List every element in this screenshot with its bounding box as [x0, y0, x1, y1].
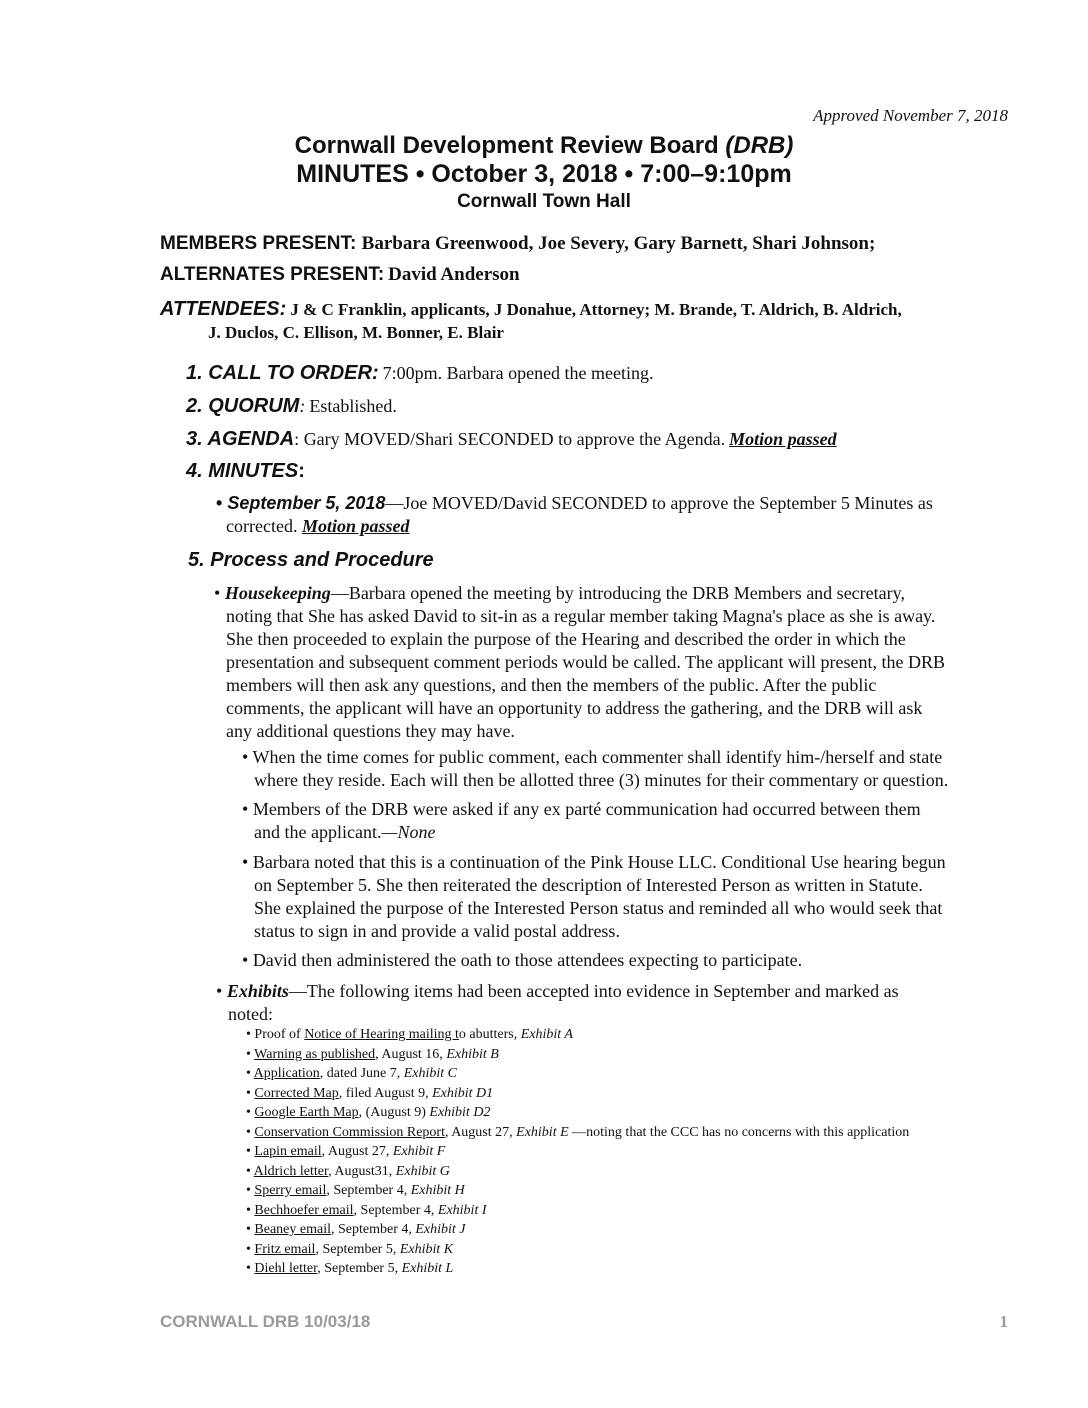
board-title-text: Cornwall Development Review Board [294, 132, 719, 159]
call-to-order-label: 1. CALL TO ORDER: [186, 362, 379, 384]
quorum-text: Established. [309, 396, 397, 416]
quorum: 2. QUORUM: Established. [186, 395, 397, 417]
exhibit-tag: Exhibit C [403, 1066, 458, 1081]
exhibit-item: • Lapin email, August 27, Exhibit F [246, 1144, 446, 1159]
exhibit-item: • Proof of Notice of Hearing mailing to abutters, Exhibit A [246, 1027, 573, 1042]
exhibit-item: • Beaney email, September 4, Exhibit J [246, 1222, 466, 1237]
members-value: Barbara Greenwood, Joe Severy, Gary Barnett, Shari Johnson; [361, 233, 876, 254]
exhibit-item: • Application, dated June 7, Exhibit C [246, 1066, 458, 1081]
exhibit-tag: Exhibit J [415, 1222, 466, 1237]
board-title [0, 132, 1088, 160]
members-label: MEMBERS PRESENT [160, 233, 351, 254]
alternates-present [160, 264, 520, 286]
exhibit-list [246, 1025, 1036, 1279]
call-to-order-text: 7:00pm. Barbara opened the meeting. [382, 363, 654, 383]
exhibits-intro: • Exhibits—The following items had been accepted into evidence in September and marked as noted: [216, 981, 899, 1024]
minutes-sep5-item: • September 5, 2018—Joe MOVED/David SECONDED to approve the September 5 Minutes as corrected. Motion passed [216, 493, 933, 536]
agenda: 3. AGENDA: Gary MOVED/Shari SECONDED to approve the Agenda. Motion passed [186, 428, 837, 450]
exhibit-document-link: Corrected Map [254, 1085, 339, 1101]
footer-page-number: 1 [999, 1312, 1008, 1331]
exhibit-tag: Exhibit I [437, 1202, 487, 1218]
exhibit-tag: Exhibit D1 [432, 1085, 494, 1101]
call-to-order [186, 362, 654, 385]
exhibit-document-link: Application [253, 1066, 320, 1081]
minutes-sep5-motion: Motion passed [301, 516, 410, 536]
minutes-date-title: MINUTES • October 3, 2018 • 7:00–9:10pm [296, 160, 792, 188]
sub-bullet-ex-parte: • Members of the DRB were asked if any ex parté communication had occurred between them and the applicant.—None [242, 799, 921, 842]
housekeeping-line-1: —Barbara opened the meeting by introducing the DRB Members and secretary, [330, 583, 905, 603]
exhibit-tag: Exhibit A [520, 1027, 573, 1042]
minutes-sep5-text: —Joe MOVED/David SECONDED to approve the September 5 Minutes as [385, 493, 933, 513]
agenda-text: Gary MOVED/Shari SECONDED to approve the Agenda. [303, 429, 726, 449]
minutes-heading: 4. MINUTES: [186, 460, 305, 482]
exhibit-tag: Exhibit B [446, 1046, 499, 1062]
exhibit-document-link: Sperry email [254, 1183, 327, 1198]
attendees-label: ATTENDEES: [160, 298, 287, 320]
exhibit-item: • Diehl letter, September 5, Exhibit L [246, 1261, 454, 1276]
members-present: MEMBERS PRESENT: Barbara Greenwood, Joe Severy, Gary Barnett, Shari Johnson; [160, 233, 876, 254]
exhibits-label: Exhibits [226, 981, 289, 1001]
footer-left: CORNWALL DRB 10/03/18 [160, 1312, 371, 1331]
attendees-continued: J. Duclos, C. Ellison, M. Bonner, E. Blair [208, 323, 504, 342]
housekeeping-line-7: any additional questions they may have. [226, 721, 515, 741]
exhibit-item: • Google Earth Map, (August 9) Exhibit D2 [246, 1105, 491, 1120]
sub-bullet-public-comment: • When the time comes for public comment, each commenter shall identify him-/herself and state where they reside. Each will then be allotted three (3) minutes for their commentary or question. [242, 747, 949, 790]
location-title: Cornwall Town Hall [457, 191, 631, 212]
exhibit-item: • Conservation Commission Report, August 27, Exhibit E —noting that the CCC has no concerns with this application [246, 1124, 910, 1140]
alternates-value: David Anderson [388, 264, 520, 285]
process-heading: 5. Process and Procedure [188, 549, 434, 571]
agenda-motion: Motion passed [729, 429, 837, 449]
exhibit-tag: Exhibit E [516, 1124, 569, 1140]
exhibit-document-link: Warning as published [254, 1046, 376, 1062]
exhibit-tag: Exhibit D2 [429, 1105, 491, 1120]
exhibit-document-link: Diehl letter [254, 1261, 318, 1276]
exhibit-document-link: Bechhoefer email [254, 1202, 354, 1218]
exhibit-item: • Warning as published, August 16, Exhibit B [246, 1046, 499, 1062]
housekeeping-line-4: presentation and subsequent comment periods would be called. The applicant will present, the DRB [226, 652, 945, 672]
housekeeping-label: Housekeeping [224, 583, 331, 603]
exhibit-document-link: Aldrich letter [253, 1163, 329, 1179]
exhibit-item: • Bechhoefer email, September 4, Exhibit I [246, 1202, 487, 1218]
exhibit-document-link: Conservation Commission Report [254, 1124, 445, 1140]
minutes-sep5-text2: corrected. [226, 516, 298, 536]
sub-bullet-oath: • David then administered the oath to those attendees expecting to participate. [242, 950, 803, 970]
exhibit-item: • Aldrich letter, August31, Exhibit G [246, 1163, 450, 1179]
attendees [160, 298, 902, 321]
exhibit-tag: Exhibit K [399, 1241, 454, 1257]
exhibit-document-link: Beaney email [254, 1222, 331, 1237]
exhibit-tag: Exhibit H [410, 1183, 465, 1198]
exhibit-document-link: Lapin email [254, 1144, 322, 1159]
quorum-label: 2. QUORUM [186, 395, 300, 417]
housekeeping-line-3: She then proceeded to explain the purpose of the Hearing and described the order in which the [226, 629, 906, 649]
exhibit-document-link: Notice of Hearing mailing t [304, 1027, 459, 1042]
exhibit-tag: Exhibit L [401, 1261, 454, 1276]
minutes-sep5-label: September 5, 2018 [227, 493, 386, 513]
minutes-label: 4. MINUTES [186, 460, 299, 482]
exhibit-tag: Exhibit G [395, 1163, 450, 1179]
housekeeping-line-2: noting that She has asked David to sit-in as a regular member taking Magna's place as she is away. [226, 606, 936, 626]
exhibit-document-link: Fritz email [254, 1241, 316, 1257]
attendees-value: J & C Franklin, applicants, J Donahue, Attorney; M. Brande, T. Aldrich, B. Aldrich, [290, 300, 902, 319]
agenda-label: 3. AGENDA [186, 428, 295, 450]
exhibit-item: • Sperry email, September 4, Exhibit H [246, 1183, 465, 1198]
exhibit-item: • Corrected Map, filed August 9, Exhibit D1 [246, 1085, 494, 1101]
board-title-suffix: (DRB) [725, 132, 794, 159]
approval-note: Approved November 7, 2018 [813, 106, 1008, 125]
exhibit-item: • Fritz email, September 5, Exhibit K [246, 1241, 454, 1257]
alternates-label: ALTERNATES PRESENT: [160, 264, 385, 285]
exhibit-tag: Exhibit F [392, 1144, 446, 1159]
housekeeping-line-6: comments, the applicant will have an opportunity to address the gathering, and the DRB will ask [226, 698, 923, 718]
housekeeping: • Housekeeping—Barbara opened the meeting by introducing the DRB Members and secretary, noting that She has asked David to sit-in as a regular member taking Magna's place as she is away. She then proceeded to explain the purpose of the Hearing and described the order in which the presentation and subsequent comment periods would be called. The applicant will present, the DRB members will then ask any questions, and then the members of the public. After the public comments, the applicant will have an opportunity to address the gathering, and the DRB will ask any additional questions they may have. [214, 582, 1034, 743]
exhibit-document-link: Google Earth Map [254, 1105, 359, 1120]
housekeeping-line-5: members will then ask any questions, and then the members of the public. After the public [226, 675, 877, 695]
sub-bullet-continuation: • Barbara noted that this is a continuation of the Pink House LLC. Conditional Use hearing begun on September 5. She then reiterated the description of Interested Person as written in Statute. She explained the purpose of the Interested Person status and reminded all who would seek that status to sign in and provide a valid postal address. [242, 852, 946, 941]
